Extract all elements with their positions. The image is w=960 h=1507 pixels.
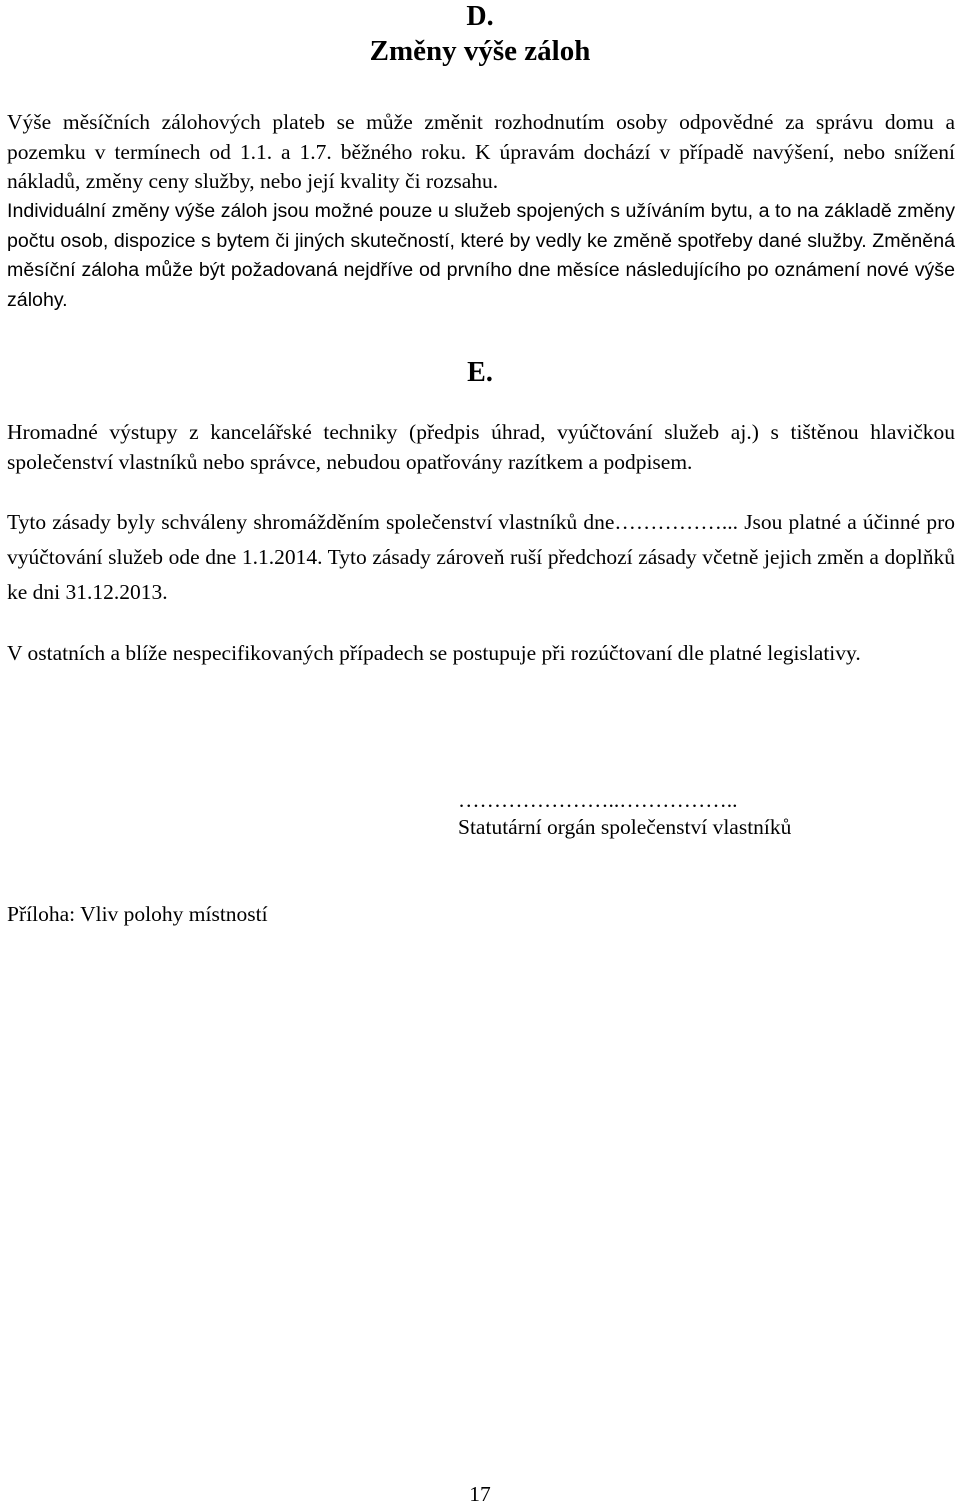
section-e-paragraph-1: Hromadné výstupy z kancelářské techniky (předpis úhrad, vyúčtování služeb aj.) s tištěnou hlavičkou společenství vlastníků nebo správce, nebudou opatřovány razítkem a podpisem. [7, 420, 955, 474]
section-e-paragraph-3: V ostatních a blíže nespecifikovaných případech se postupuje při rozúčtovaní dle platné legislativy. [7, 641, 861, 665]
section-e-paragraph-2: Tyto zásady byly schváleny shromážděním společenství vlastníků dne……………... Jsou platné a účinné pro vyúčtování služeb ode dne 1.1.2014. Tyto zásady zároveň ruší předchozí zásady včetně jejich změn a doplňků ke dni 31.12.2013. [7, 510, 955, 604]
section-d-title: Změny výše záloh [369, 35, 591, 67]
attachment-note: Příloha: Vliv polohy místností [7, 902, 268, 926]
signature-label: Statutární orgán společenství vlastníků [458, 815, 792, 839]
section-d-paragraph-1: Výše měsíčních zálohových plateb se může změnit rozhodnutím osoby odpovědné za správu domu a pozemku v termínech od 1.1. a 1.7. běžného roku. K úpravám dochází v případě navýšení, nebo snížení nákladů, změny ceny služby, nebo její kvality či rozsahu. [7, 110, 955, 193]
section-e-letter: E. [467, 357, 493, 388]
section-d-paragraph-2: Individuální změny výše záloh jsou možné pouze u služeb spojených s užíváním bytu, a to na základě změny počtu osob, dispozice s bytem či jiných skutečností, které by vedly ke změně spotřeby dané služby. Změněná měsíční záloha může být požadovaná nejdříve od prvního dne měsíce následujícího po oznámení nové výše zálohy. [7, 200, 955, 311]
section-d-letter: D. [466, 1, 494, 32]
page-number: 17 [469, 1482, 491, 1506]
signature-line: …………………..…………….. [458, 788, 738, 812]
